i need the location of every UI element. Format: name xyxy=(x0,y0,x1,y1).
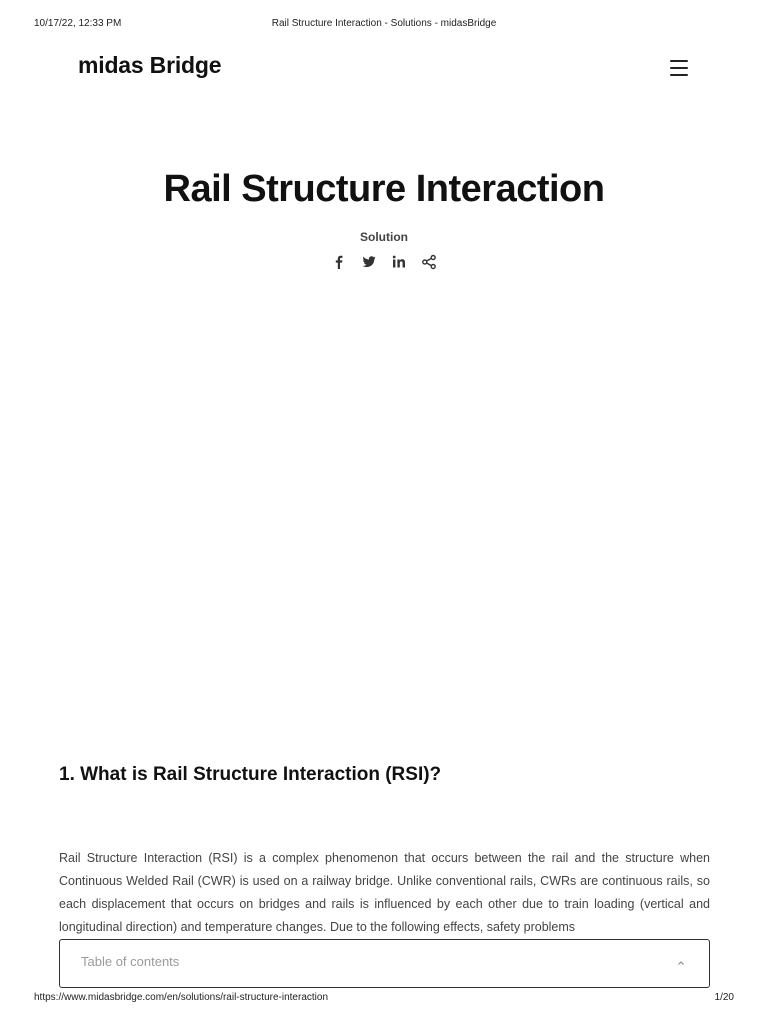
print-footer xyxy=(0,992,768,1006)
category-label: Solution xyxy=(360,230,408,244)
site-logo[interactable]: midas Bridge xyxy=(78,52,222,78)
section-heading: 1. What is Rail Structure Interaction (RSI)? xyxy=(59,764,442,785)
print-url: https://www.midasbridge.com/en/solutions/rail-structure-interaction xyxy=(34,992,329,1003)
table-of-contents-toggle[interactable] xyxy=(59,939,710,988)
print-document-title: Rail Structure Interaction - Solutions - midasBridge xyxy=(271,18,497,29)
linkedin-icon[interactable] xyxy=(389,252,409,272)
page-title: Rail Structure Interaction xyxy=(163,168,605,210)
share-icons xyxy=(324,252,444,272)
site-header xyxy=(78,52,690,86)
print-page-number: 1/20 xyxy=(714,992,734,1003)
chevron-up-icon xyxy=(675,956,687,968)
facebook-icon[interactable] xyxy=(329,252,349,272)
toc-label: Table of contents xyxy=(81,954,180,969)
article-paragraph: Rail Structure Interaction (RSI) is a complex phenomenon that occurs between the rail and the structure when Continuous Welded Rail (CWR) is used on a railway bridge. Unlike conventional rails, CWRs are continuous rails, so each displacement that occurs on bridges and rails is influenced by each other due to train loading (vertical and longitudinal direction) and temperature changes. Due to the following effects, safety problems xyxy=(59,851,710,934)
print-datetime: 10/17/22, 12:33 PM xyxy=(34,18,122,29)
twitter-icon[interactable] xyxy=(359,252,379,272)
print-header xyxy=(0,18,768,32)
hamburger-menu-icon[interactable] xyxy=(668,58,690,78)
share-icon[interactable] xyxy=(419,252,439,272)
